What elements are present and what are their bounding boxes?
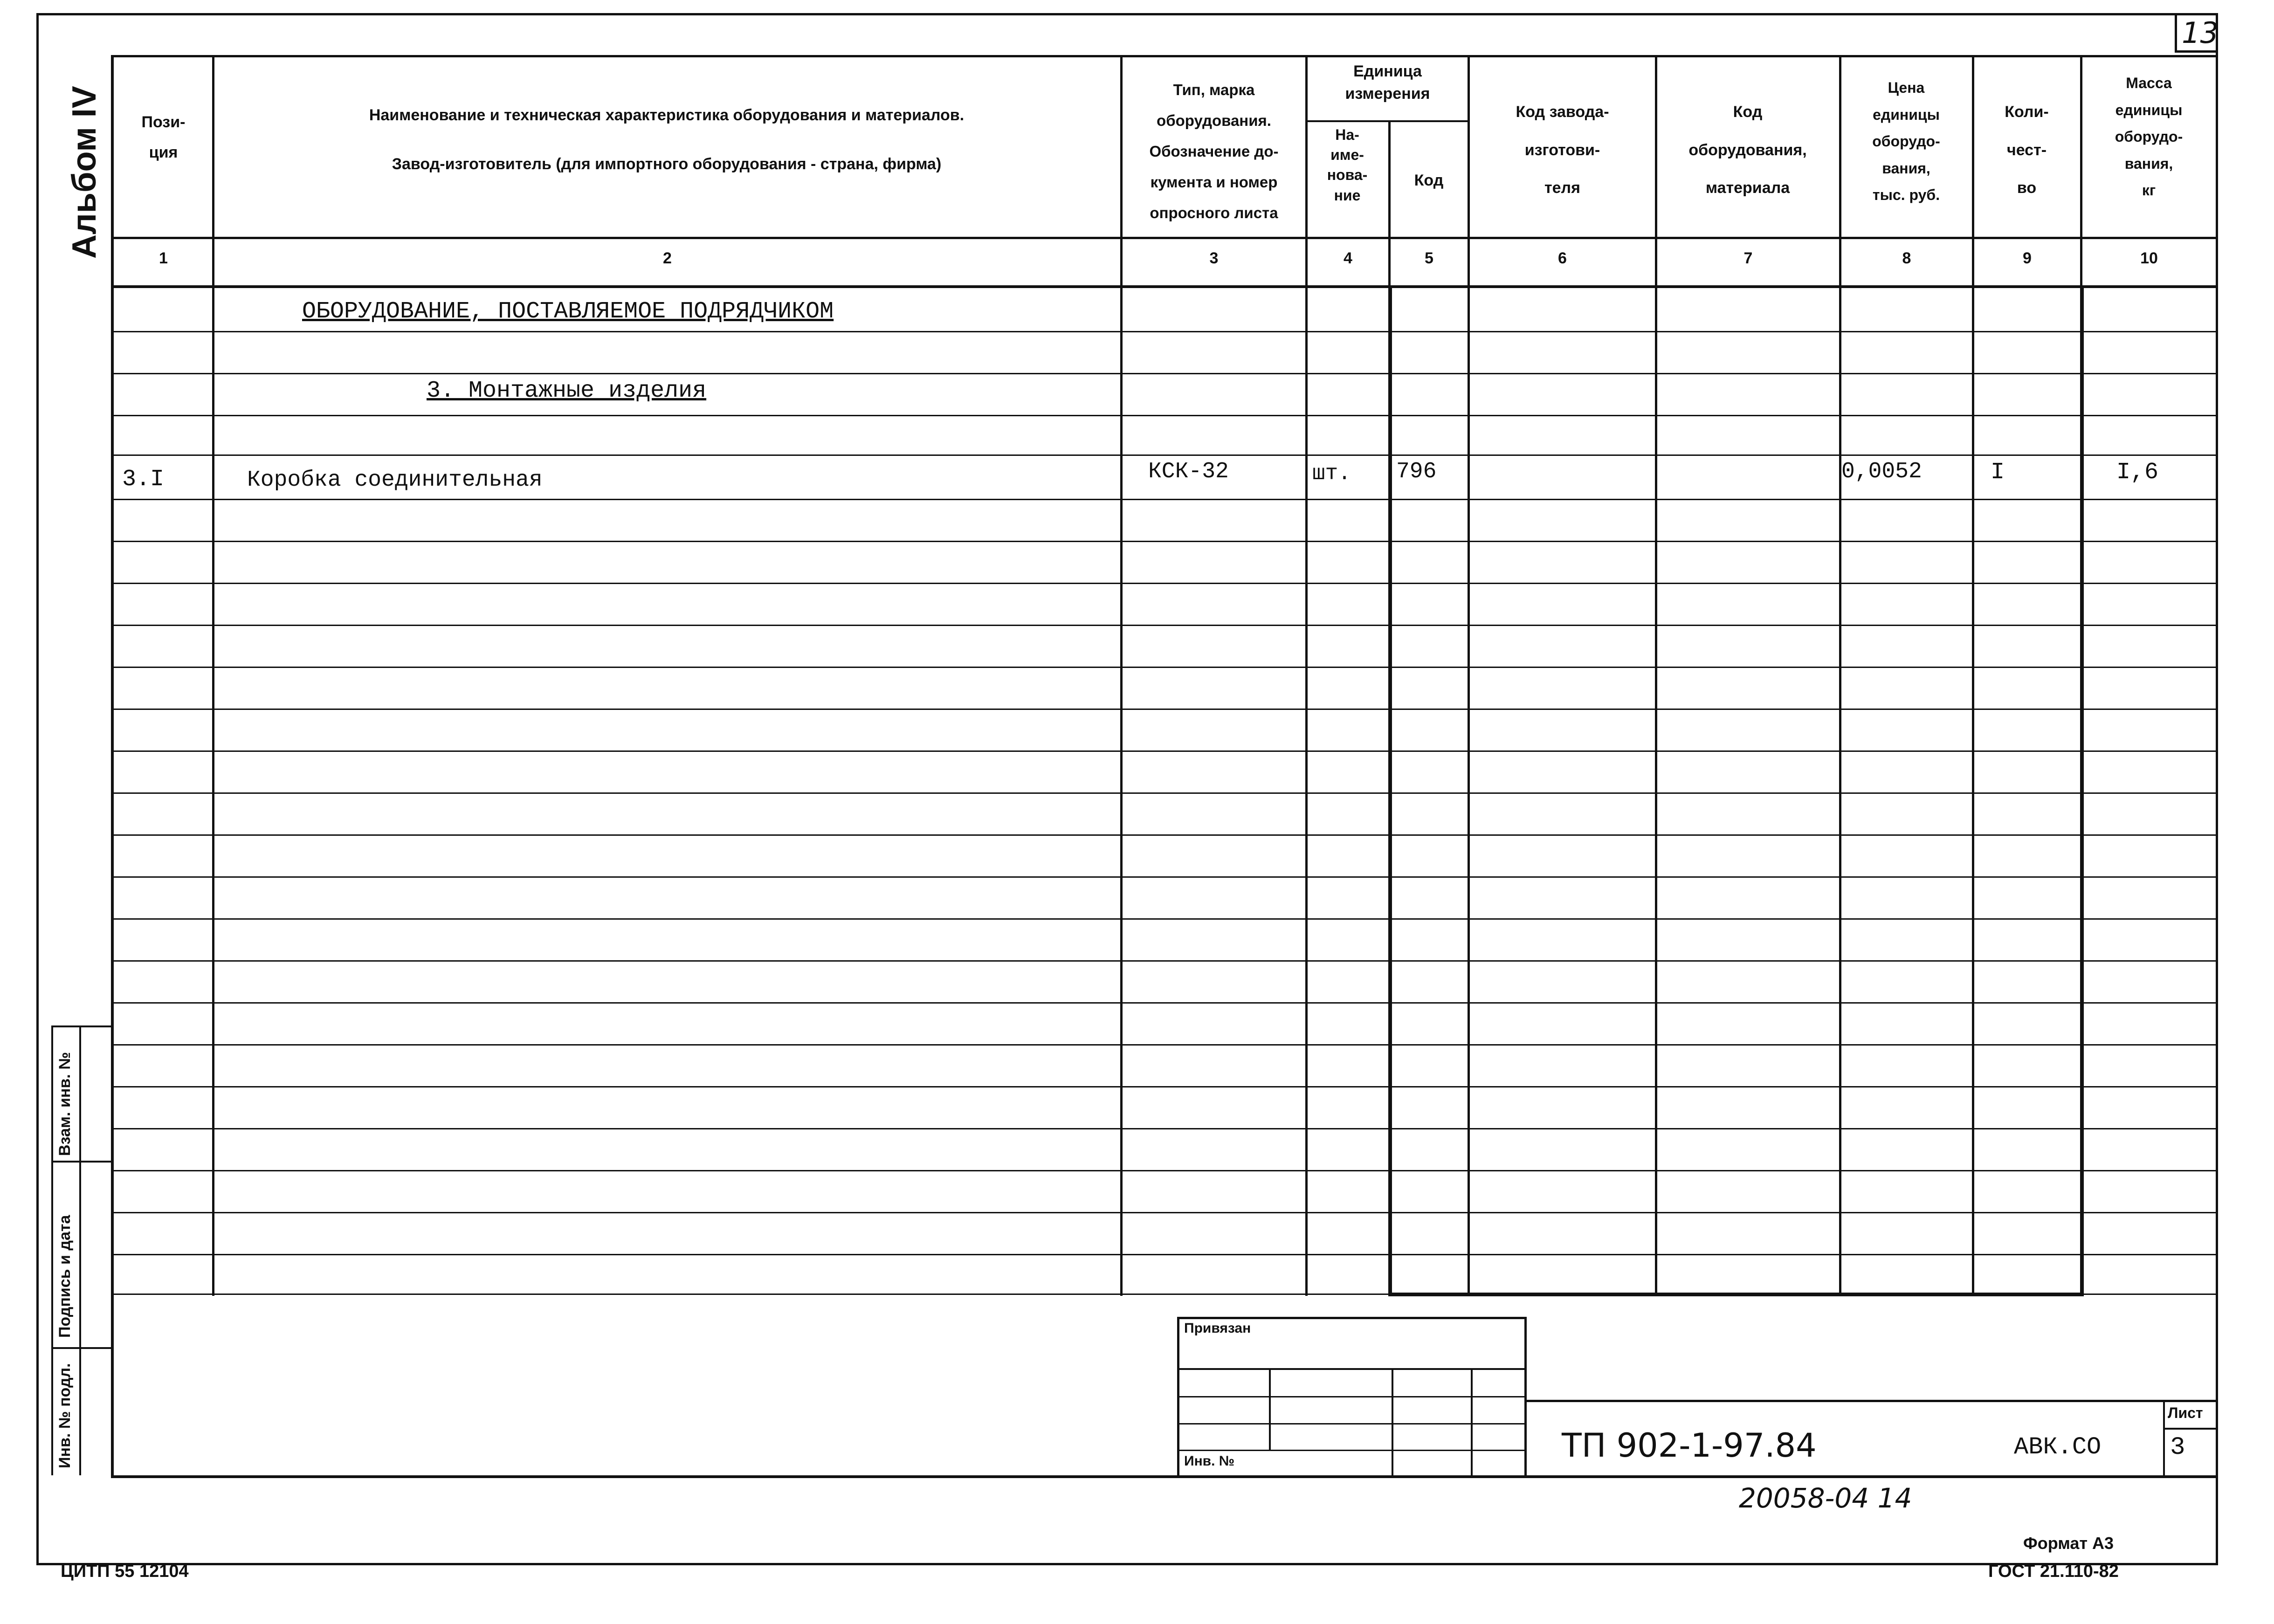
side-stamp-2: Подпись и дата — [56, 1215, 74, 1338]
row-line — [111, 415, 2218, 416]
block-left-thick — [1388, 285, 1392, 1296]
item-qty: I — [1991, 459, 2005, 486]
col-line-2 — [1120, 56, 1123, 1296]
page-number: 13 — [2182, 16, 2219, 50]
col-line-3 — [1305, 56, 1308, 1296]
colnum-6: 6 — [1558, 249, 1567, 267]
side-stamp-frame-top — [51, 1025, 112, 1027]
section-title: ОБОРУДОВАНИЕ, ПОСТАВЛЯЕМОЕ ПОДРЯДЧИКОМ — [302, 298, 834, 325]
outer-frame-bottom — [36, 1563, 2218, 1565]
header-col-10: Масса единицы оборудо- вания, кг — [2115, 75, 2183, 199]
row-line — [111, 583, 2218, 584]
row-line — [111, 1002, 2218, 1004]
col-line-10 — [2216, 56, 2218, 1296]
row-line — [111, 918, 2218, 920]
handwritten-number: 20058-04 14 — [1739, 1482, 1912, 1514]
colnum-2: 2 — [663, 249, 672, 267]
album-label: Альбом IV — [66, 86, 103, 259]
inv-no-label: Инв. № — [1184, 1453, 1235, 1469]
tb-stamp-col2 — [1392, 1368, 1393, 1478]
colnum-bottom-line — [111, 285, 2218, 288]
unit-group-line — [1305, 120, 1470, 122]
header-col-2-line2: Завод-изготовитель (для импортного оборудования - страна, фирма) — [392, 155, 942, 173]
header-col-4: На- име- нова- ние — [1327, 126, 1368, 204]
row-line — [111, 1170, 2218, 1171]
row-line — [111, 876, 2218, 878]
col-line-7 — [1839, 56, 1841, 1296]
col-line-1 — [212, 56, 214, 1296]
header-col-1: Пози- ция — [141, 113, 186, 161]
item-type: КСК-32 — [1148, 459, 1229, 484]
row-line — [111, 1086, 2218, 1087]
privyazan-label: Привязан — [1184, 1321, 1251, 1336]
tb-sheet-col — [2163, 1400, 2165, 1478]
main-frame-bottom — [111, 1475, 2218, 1478]
row-line — [111, 667, 2218, 668]
tb-stamp-col1 — [1269, 1368, 1271, 1450]
doc-suffix: АВК.СО — [2014, 1433, 2102, 1461]
col-line-6 — [1655, 56, 1657, 1296]
row-line — [111, 541, 2218, 542]
row-line — [111, 1212, 2218, 1213]
row-line — [111, 331, 2218, 332]
colnum-4: 4 — [1344, 249, 1352, 267]
header-col-9: Коли- чест- во — [2005, 103, 2049, 197]
item-name: Коробка соединительная — [247, 468, 543, 493]
colnum-10: 10 — [2140, 249, 2158, 267]
side-stamp-3: Инв. № подл. — [56, 1363, 74, 1468]
header-bottom-line — [111, 237, 2218, 239]
header-unit-group: Единица измерения — [1345, 62, 1430, 103]
side-stamp-frame-mid — [79, 1025, 81, 1475]
outer-frame-left — [36, 13, 39, 1565]
tb-stamp-row1 — [1177, 1368, 1527, 1370]
tb-stamp-row3 — [1177, 1423, 1527, 1424]
row-line — [111, 792, 2218, 794]
colnum-3: 3 — [1209, 249, 1219, 267]
col-line-8 — [1972, 56, 1974, 1296]
colnum-8: 8 — [1902, 249, 1911, 267]
row-line — [111, 499, 2218, 500]
doc-code: ТП 902-1-97.84 — [1562, 1426, 1817, 1465]
tb-stamp-row4 — [1177, 1450, 1527, 1451]
tb-main-top — [1524, 1400, 2218, 1402]
format-label: Формат А3 — [2023, 1534, 2114, 1553]
header-col-6: Код завода- изготови- теля — [1516, 103, 1609, 197]
header-col-3: Тип, марка оборудования. Обозначение до- кумента и номер опросного листа — [1149, 81, 1279, 221]
tb-sheet-row — [2163, 1428, 2218, 1430]
row-line — [111, 709, 2218, 710]
item-price: 0,0052 — [1841, 459, 1922, 484]
row-line — [111, 1044, 2218, 1046]
header-col-5: Код — [1414, 172, 1444, 189]
left-code-label: ЦИТП 55 12104 — [61, 1562, 189, 1581]
col-line-5 — [1468, 56, 1470, 1296]
main-frame-left — [111, 56, 114, 1478]
item-position: 3.I — [122, 466, 165, 493]
side-stamp-div2 — [51, 1347, 112, 1349]
row-line — [111, 834, 2218, 836]
row-line — [111, 750, 2218, 752]
side-stamp-frame-left — [51, 1025, 53, 1475]
colnum-5: 5 — [1425, 249, 1433, 267]
row-line — [111, 1254, 2218, 1255]
tb-stamp-col3 — [1471, 1368, 1473, 1478]
row-line — [111, 1128, 2218, 1129]
block-right-thick — [2080, 285, 2084, 1296]
colnum-7: 7 — [1743, 249, 1753, 267]
header-col-8: Цена единицы оборудо- вания, тыс. руб. — [1872, 79, 1940, 204]
page-number-box-bottom — [2175, 50, 2218, 53]
row-line — [111, 960, 2218, 962]
sheet-number: 3 — [2170, 1433, 2185, 1462]
colnum-1: 1 — [159, 249, 168, 267]
page-number-box-left — [2175, 13, 2177, 53]
tb-stamp-outer-top — [1177, 1317, 1527, 1319]
header-col-7: Код оборудования, материала — [1688, 103, 1807, 197]
sheet-label: Лист — [2168, 1404, 2203, 1421]
row-line — [111, 625, 2218, 626]
side-stamp-div1 — [51, 1161, 112, 1163]
main-frame-top — [111, 55, 2218, 57]
subsection-title: 3. Монтажные изделия — [427, 378, 707, 404]
tb-stamp-row2 — [1177, 1396, 1527, 1397]
gost-label: ГОСТ 21.110-82 — [1988, 1562, 2119, 1581]
colnum-9: 9 — [2023, 249, 2032, 267]
item-unit-code: 796 — [1396, 459, 1437, 484]
item-mass: I,6 — [2116, 459, 2159, 486]
header-col-2-line1: Наименование и техническая характеристика оборудования и материалов. — [369, 106, 965, 124]
row-line — [111, 1294, 2218, 1295]
side-stamp-1: Взам. инв. № — [56, 1052, 74, 1156]
outer-frame-top — [36, 13, 2218, 15]
row-line — [111, 373, 2218, 374]
item-unit: шт. — [1312, 461, 1351, 486]
row-line — [111, 454, 2218, 456]
